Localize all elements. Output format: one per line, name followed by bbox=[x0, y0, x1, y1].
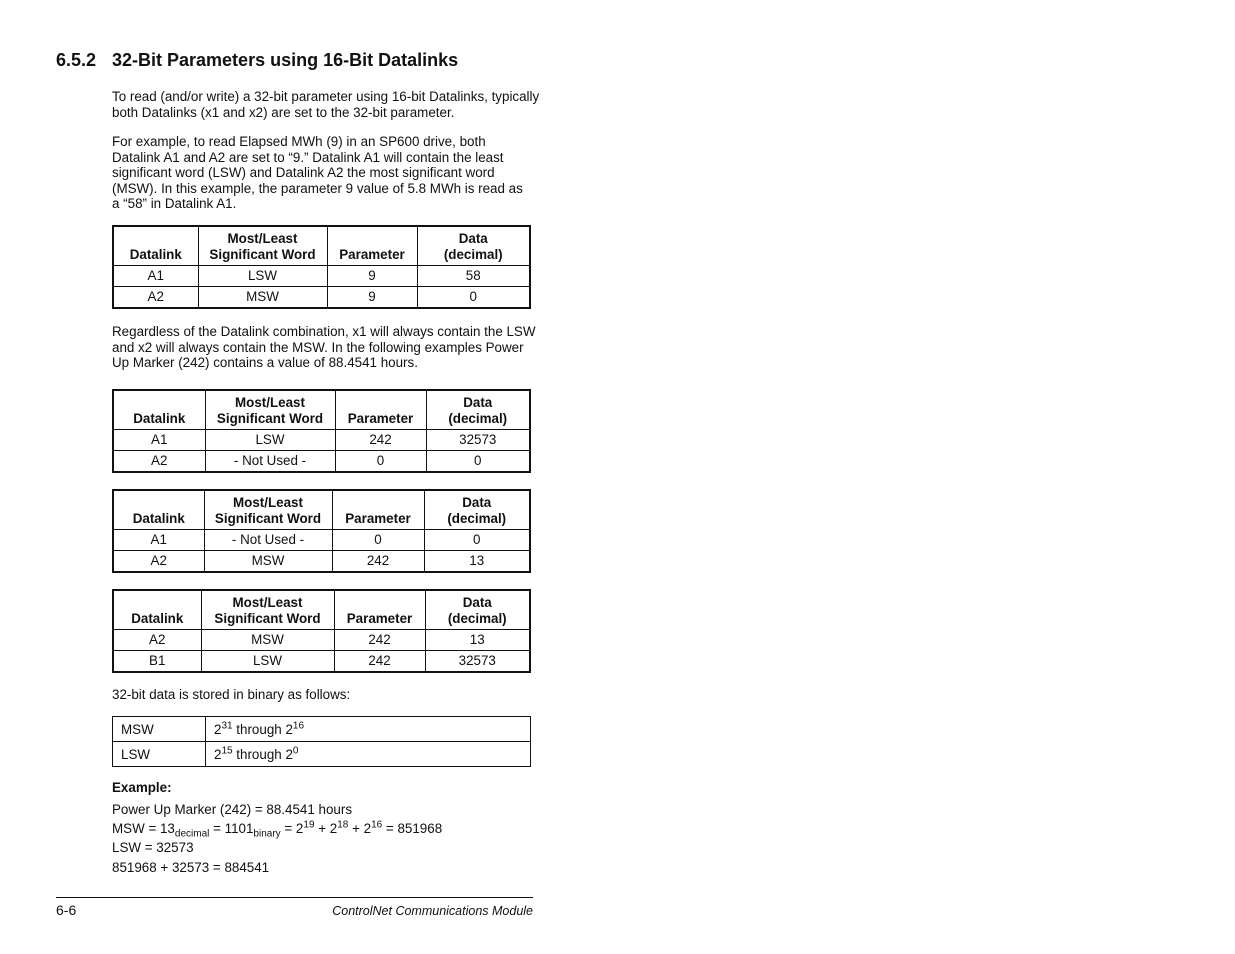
header-parameter: Parameter bbox=[332, 490, 424, 530]
cell-datalink: A1 bbox=[113, 430, 205, 451]
cell-word: - Not Used - bbox=[205, 451, 335, 473]
header-data: Data (decimal) bbox=[424, 490, 530, 530]
example-line-4: 851968 + 32573 = 884541 bbox=[112, 860, 270, 875]
header-word: Most/Least Significant Word bbox=[201, 590, 334, 630]
cell-parameter: 242 bbox=[332, 551, 424, 573]
example-line-1: Power Up Marker (242) = 88.4541 hours bbox=[112, 802, 353, 817]
cell-data: 13 bbox=[424, 551, 530, 573]
cell-datalink: A2 bbox=[113, 630, 201, 651]
datalink-table-1 bbox=[112, 225, 531, 309]
combination-paragraph: Regardless of the Datalink combination, x1 will always contain the LSW and x2 will always contain the MSW. In the following examples Power Up Marker (242) contains a value of 88.4541 hours. bbox=[112, 324, 536, 370]
header-data: Data (decimal) bbox=[417, 226, 530, 266]
cell-parameter: 9 bbox=[327, 266, 417, 287]
cell-data: 0 bbox=[426, 451, 530, 473]
table-row bbox=[113, 451, 530, 473]
cell-datalink: A2 bbox=[113, 551, 204, 573]
table-header-row bbox=[113, 490, 530, 530]
footer-divider bbox=[56, 897, 533, 898]
document-title: ControlNet Communications Module bbox=[332, 904, 533, 918]
cell-lsw-range: $2^{15}$ through $2^0$ bbox=[206, 742, 531, 767]
cell-data: 32573 bbox=[426, 430, 530, 451]
header-parameter: Parameter bbox=[327, 226, 417, 266]
cell-parameter: 242 bbox=[334, 630, 425, 651]
binary-intro: 32-bit data is stored in binary as follows: bbox=[112, 687, 351, 702]
section-heading bbox=[56, 50, 458, 71]
cell-word: LSW bbox=[205, 430, 335, 451]
example-line-2: MSW = $13_{decimal} = 1101_{binary} = 2^{19} + 2^{18} + 2^{16} = 851968$ bbox=[112, 819, 443, 840]
cell-word: LSW bbox=[201, 651, 334, 673]
header-word: Most/Least Significant Word bbox=[198, 226, 327, 266]
binary-range-table bbox=[112, 716, 531, 767]
header-datalink: Datalink bbox=[113, 226, 198, 266]
table-row bbox=[113, 630, 530, 651]
cell-word: LSW bbox=[198, 266, 327, 287]
header-data: Data (decimal) bbox=[425, 590, 530, 630]
example-paragraph: For example, to read Elapsed MWh (9) in an SP600 drive, both Datalink A1 and A2 are set to “9.” Datalink A1 will contain the least significant word (LSW) and Datalink A2 the most significant word (MSW). In this example, the parameter 9 value of 5.8 MWh is read as a “58” in Datalink A1. bbox=[112, 134, 523, 211]
cell-datalink: A2 bbox=[113, 451, 205, 473]
cell-word: MSW bbox=[201, 630, 334, 651]
cell-word: - Not Used - bbox=[204, 530, 332, 551]
table-row bbox=[113, 530, 530, 551]
header-datalink: Datalink bbox=[113, 590, 201, 630]
page-number: 6-6 bbox=[56, 902, 77, 918]
table-header-row bbox=[113, 226, 530, 266]
table-row bbox=[113, 717, 531, 742]
cell-msw-range: $2^{31}$ through $2^{16}$ bbox=[206, 717, 531, 742]
header-datalink: Datalink bbox=[113, 490, 204, 530]
table-row bbox=[113, 266, 530, 287]
cell-data: 13 bbox=[425, 630, 530, 651]
cell-parameter: 0 bbox=[335, 451, 426, 473]
cell-datalink: A2 bbox=[113, 287, 198, 309]
cell-parameter: 0 bbox=[332, 530, 424, 551]
cell-datalink: A1 bbox=[113, 266, 198, 287]
section-number: 6.5.2 bbox=[56, 50, 97, 70]
cell-data: 0 bbox=[424, 530, 530, 551]
datalink-table-4 bbox=[112, 589, 531, 673]
table-row bbox=[113, 430, 530, 451]
table-header-row bbox=[113, 590, 530, 630]
header-parameter: Parameter bbox=[334, 590, 425, 630]
cell-data: 58 bbox=[417, 266, 530, 287]
table-row bbox=[113, 287, 530, 309]
example-line-3: LSW = 32573 bbox=[112, 840, 194, 855]
cell-parameter: 242 bbox=[335, 430, 426, 451]
header-word: Most/Least Significant Word bbox=[205, 390, 335, 430]
cell-parameter: 9 bbox=[327, 287, 417, 309]
cell-word: MSW bbox=[198, 287, 327, 309]
header-data: Data (decimal) bbox=[426, 390, 530, 430]
header-datalink: Datalink bbox=[113, 390, 205, 430]
datalink-table-3 bbox=[112, 489, 531, 573]
header-parameter: Parameter bbox=[335, 390, 426, 430]
intro-paragraph: To read (and/or write) a 32-bit parameter using 16-bit Datalinks, typically both Datalinks (x1 and x2) are set to the 32-bit parameter. bbox=[112, 89, 540, 120]
table-row bbox=[113, 651, 530, 673]
cell-word: MSW bbox=[204, 551, 332, 573]
section-title: 32-Bit Parameters using 16-Bit Datalinks bbox=[112, 50, 459, 70]
example-label: Example: bbox=[112, 780, 172, 795]
cell-lsw-label: LSW bbox=[113, 742, 206, 767]
cell-msw-label: MSW bbox=[113, 717, 206, 742]
cell-datalink: A1 bbox=[113, 530, 204, 551]
header-word: Most/Least Significant Word bbox=[204, 490, 332, 530]
cell-data: 32573 bbox=[425, 651, 530, 673]
cell-datalink: B1 bbox=[113, 651, 201, 673]
table-header-row bbox=[113, 390, 530, 430]
table-row bbox=[113, 742, 531, 767]
datalink-table-2 bbox=[112, 389, 531, 473]
cell-parameter: 242 bbox=[334, 651, 425, 673]
cell-data: 0 bbox=[417, 287, 530, 309]
table-row bbox=[113, 551, 530, 573]
